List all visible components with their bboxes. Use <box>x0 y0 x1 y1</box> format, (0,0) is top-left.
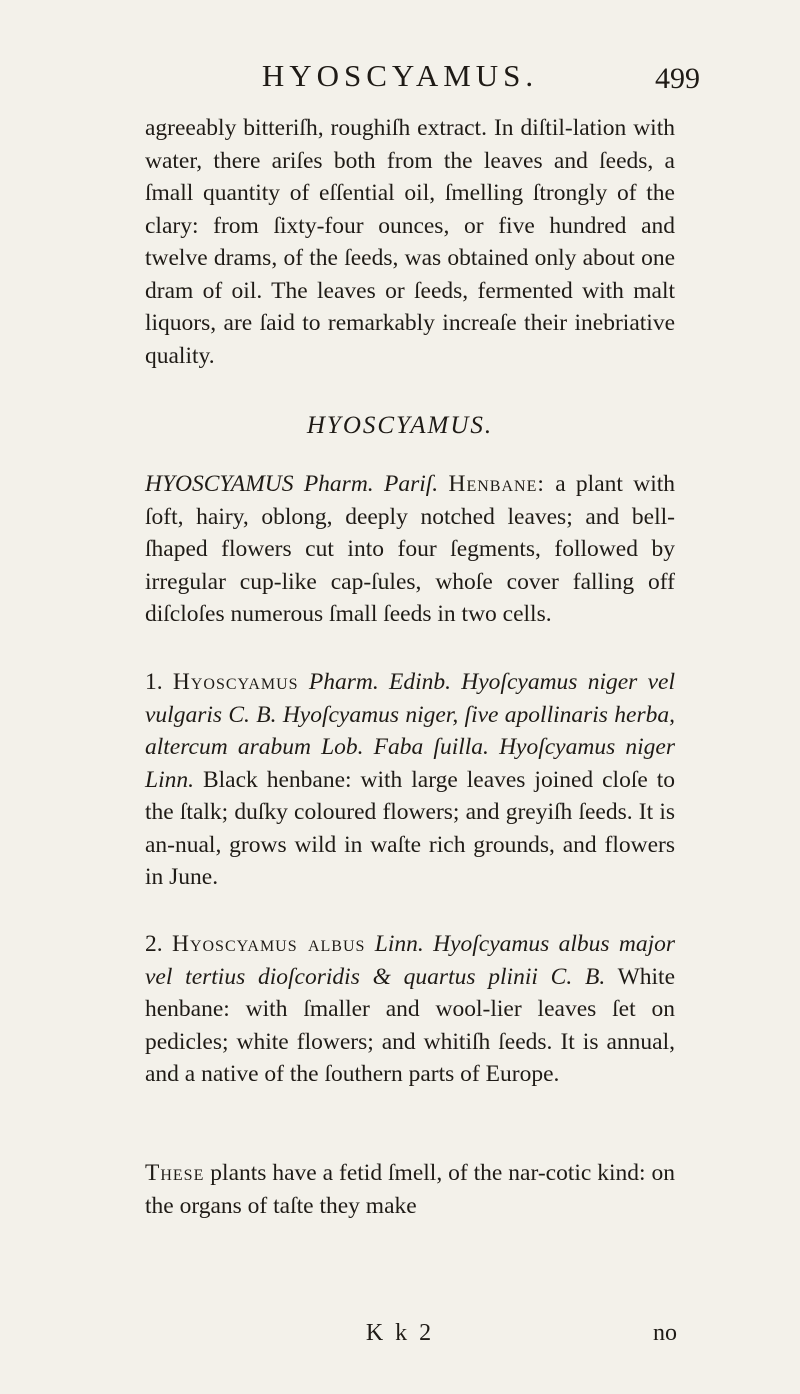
entry-main-text: a plant with ſoft, hairy, oblong, deeply notched leaves; and bell-ſhaped flowers cut into four ſegments, followed by irregular cup-like cap-ſules, whoſe cover falling off diſcloſes numerous ſmall ſeeds in two cells. <box>145 471 676 627</box>
running-title: HYOSCYAMUS. <box>261 58 539 93</box>
page-footer <box>0 1320 800 1354</box>
entry-main-name: HYOSCYAMUS Pharm. Pariſ. <box>145 471 439 497</box>
closing-paragraph <box>145 1157 675 1222</box>
catchword: no <box>653 1320 677 1346</box>
entry-1 <box>145 666 675 894</box>
closing-text: plants have a fetid ſmell, of the nar-cotic kind: on the organs of taſte they make <box>145 1160 675 1219</box>
entry-2-text: White henbane: with ſmaller and wool-lier leaves ſet on pedicles; white flowers; and whitiſh ſeeds. It is annual, and a native of the ſouthern parts of Europe. <box>145 963 676 1087</box>
entry-main <box>145 468 675 631</box>
closing-lead: These <box>145 1160 205 1186</box>
entry-main-common: Henbane: <box>448 471 545 497</box>
section-heading: HYOSCYAMUS. <box>306 412 494 439</box>
entry-1-text: Black henbane: with large leaves joined cloſe to the ſtalk; duſky coloured flowers; and greyiſh ſeeds. It is an-nual, grows wild in waſte rich grounds, and flowers in June. <box>145 766 676 890</box>
paragraph-continued: agreeably bitteriſh, roughiſh extract. In diſtil-lation with water, there ariſes both from the leaves and ſeeds, a ſmall quantity of eſſential oil, ſmelling ſtrongly of the clary: from ſixty-four ounces, or five hundred and twelve drams, of the ſeeds, was obtained only about one dram of oil. The leaves or ſeeds, fermented with malt liquors, are ſaid to remarkably increaſe their inebriative quality. <box>145 115 675 369</box>
entry-1-number: 1. <box>145 669 163 695</box>
entry-2-number: 2. <box>145 931 163 957</box>
entry-1-name: Hyoscyamus <box>172 669 299 695</box>
signature-mark: K k 2 <box>365 1320 435 1346</box>
entry-2 <box>145 928 675 1091</box>
running-head <box>0 58 800 102</box>
entry-2-name: Hyoscyamus albus <box>171 931 366 957</box>
page-number: 499 <box>655 62 700 95</box>
entry-1-synonyms: Pharm. Edinb. Hyoſcyamus niger vel vulgaris C. B. Hyoſcyamus niger, ſive apollinaris herba, altercum arabum Lob. Faba ſuilla. Hyoſcyamus niger Linn. <box>145 669 675 793</box>
entry-2-synonyms: Linn. Hyoſcyamus albus major vel tertius dioſcoridis & quartus plinii C. B. <box>145 931 676 990</box>
